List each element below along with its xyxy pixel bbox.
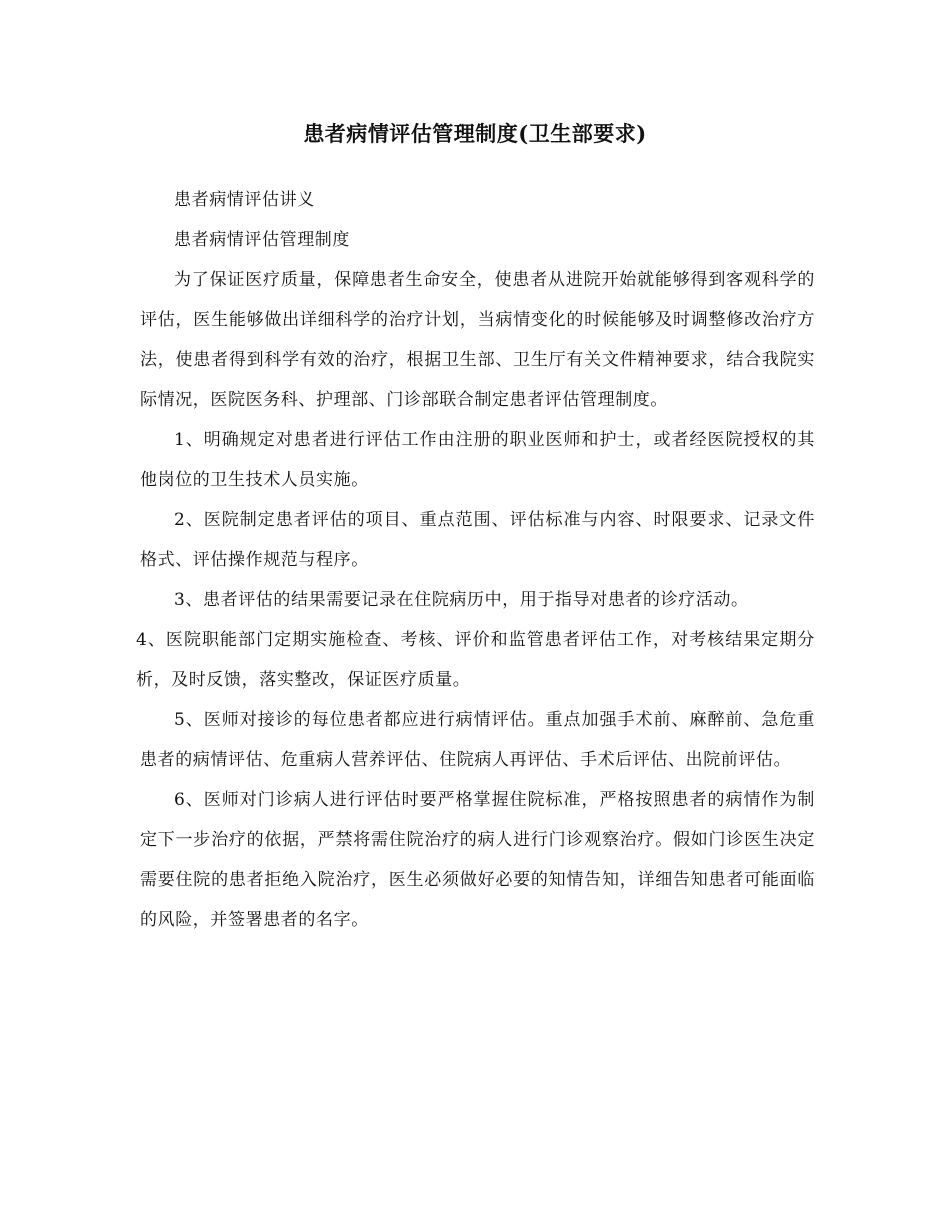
paragraph-item-5: 5、医师对接诊的每位患者都应进行病情评估。重点加强手术前、麻醉前、急危重患者的病情评估、危重病人营养评估、住院病人再评估、手术后评估、出院前评估。 (140, 710, 815, 770)
paragraph-item-4: 4、医院职能部门定期实施检查、考核、评价和监管患者评估工作，对考核结果定期分析，及时反馈，落实整改，保证医疗质量。 (136, 630, 815, 690)
paragraph-lecture-heading: 患者病情评估讲义 (174, 190, 315, 210)
paragraph-item-2: 2、医院制定患者评估的项目、重点范围、评估标准与内容、时限要求、记录文件格式、评估操作规范与程序。 (140, 510, 815, 570)
document-body (136, 180, 815, 940)
paragraph-system-heading: 患者病情评估管理制度 (174, 230, 350, 250)
paragraph-intro: 为了保证医疗质量，保障患者生命安全，使患者从进院开始就能够得到客观科学的评估，医生能够做出详细科学的治疗计划，当病情变化的时候能够及时调整修改治疗方法，使患者得到科学有效的治疗，根据卫生部、卫生厅有关文件精神要求，结合我院实际情况，医院医务科、护理部、门诊部联合制定患者评估管理制度。 (140, 270, 815, 410)
paragraph-item-3: 3、患者评估的结果需要记录在住院病历中，用于指导对患者的诊疗活动。 (174, 590, 749, 610)
paragraph-item-1: 1、明确规定对患者进行评估工作由注册的职业医师和护士，或者经医院授权的其他岗位的卫生技术人员实施。 (140, 430, 815, 490)
paragraph-item-6: 6、医师对门诊病人进行评估时要严格掌握住院标准，严格按照患者的病情作为制定下一步治疗的依据，严禁将需住院治疗的病人进行门诊观察治疗。假如门诊医生决定需要住院的患者拒绝入院治疗，医生必须做好必要的知情告知，详细告知患者可能面临的风险，并签署患者的名字。 (140, 790, 815, 930)
document-title: 患者病情评估管理制度(卫生部要求) (303, 121, 647, 146)
